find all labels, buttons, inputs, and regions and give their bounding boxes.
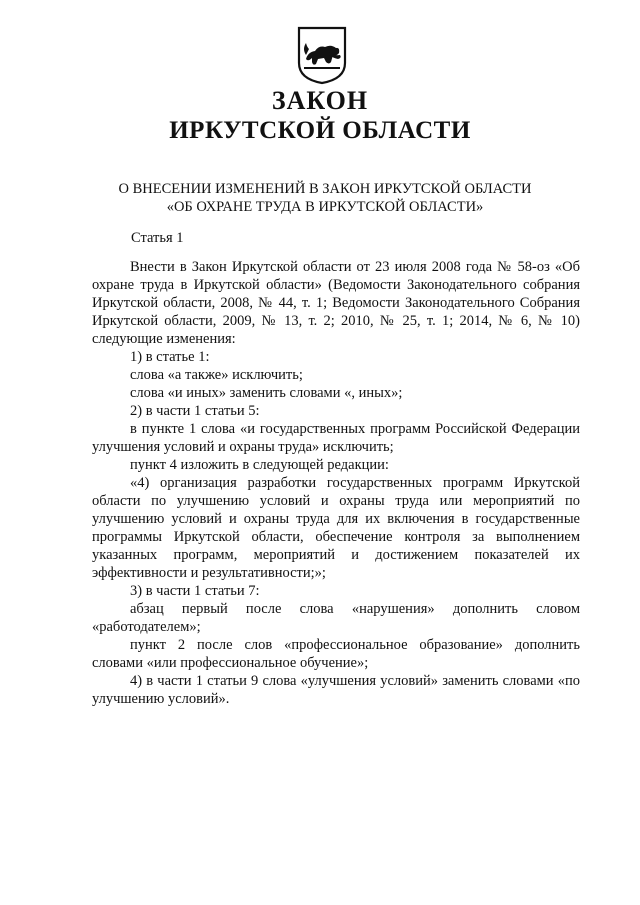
paragraph: слова «и иных» заменить словами «, иных»; — [130, 385, 403, 401]
article-heading: Статья 1 — [131, 230, 184, 246]
paragraph: абзац первый после слова «нарушения» дополнить словом «работодателем»; — [92, 601, 580, 635]
article-body — [92, 258, 580, 708]
law-title-line-1: О ВНЕСЕНИИ ИЗМЕНЕНИЙ В ЗАКОН ИРКУТСКОЙ ОБЛАСТИ — [118, 181, 532, 197]
paragraph: 3) в части 1 статьи 7: — [130, 583, 260, 599]
document-type-heading: ЗАКОН — [271, 86, 369, 115]
paragraph: слова «а также» исключить; — [130, 367, 303, 383]
paragraph: 4) в части 1 статьи 9 слова «улучшения условий» заменить словами «по улучшению условий». — [92, 673, 580, 707]
region-heading: ИРКУТСКОЙ ОБЛАСТИ — [169, 117, 471, 144]
paragraph: 2) в части 1 статьи 5: — [130, 403, 260, 419]
paragraph: «4) организация разработки государственных программ Иркутской области по улучшению условий и охраны труда или мероприятий по улучшению условий и охраны труда для их включения в государственные программы Иркутской области, обеспечение контроля за выполнением указанных программ, мероприятий и достижением показателей их эффективности и результативности;»; — [92, 475, 580, 581]
paragraph: в пункте 1 слова «и государственных программ Российской Федерации улучшения условий и охраны труда» исключить; — [92, 421, 580, 455]
paragraph: 1) в статье 1: — [130, 349, 210, 365]
coat-of-arms-icon — [296, 25, 348, 85]
law-title-line-2: «ОБ ОХРАНЕ ТРУДА В ИРКУТСКОЙ ОБЛАСТИ» — [166, 199, 484, 215]
paragraph: Внести в Закон Иркутской области от 23 июля 2008 года № 58-оз «Об охране труда в Иркутской области» (Ведомости Законодательного собрания Иркутской области, 2008, № 44, т. 1; Ведомости Законодательного Собрания Иркутской области, 2009, № 13, т. 2; 2010, № 25, т. 1; 2014, № 6, № 10) следующие изменения: — [92, 259, 580, 347]
paragraph: пункт 2 после слов «профессиональное образование» дополнить словами «или профессиональное обучение»; — [92, 637, 580, 671]
paragraph: пункт 4 изложить в следующей редакции: — [130, 457, 389, 473]
